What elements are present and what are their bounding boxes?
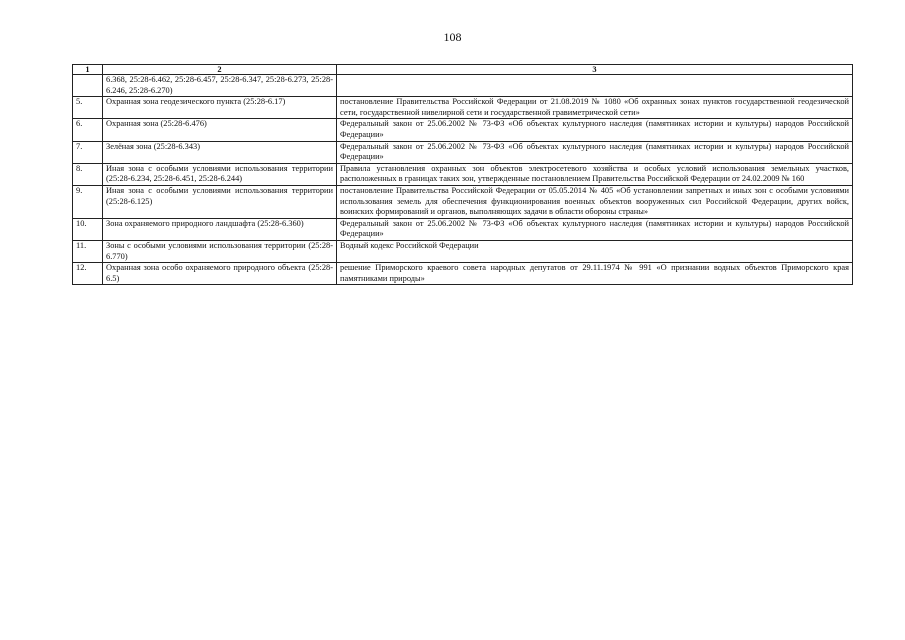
row-number: 6. (73, 119, 103, 141)
document-cell: Водный кодекс Российской Федерации (337, 240, 853, 262)
zone-cell: Иная зона с особыми условиями использования территории (25:28-6.234, 25:28-6.451, 25:28-6.244) (103, 163, 337, 185)
table-row (73, 163, 853, 185)
page-number: 108 (443, 30, 462, 44)
zones-table (72, 64, 853, 285)
table-row (73, 97, 853, 119)
row-number: 7. (73, 141, 103, 163)
document-cell: Федеральный закон от 25.06.2002 № 73-ФЗ «Об объектах культурного наследия (памятниках истории и культуры) народов Российской Федерации» (337, 119, 853, 141)
table-row (73, 75, 853, 97)
document-cell: постановление Правительства Российской Федерации от 05.05.2014 № 405 «Об установлении запретных и иных зон с особыми условиями использования земель для обеспечения функционирования военных объектов вооруженных сил Российской Федерации, других войск, воинских формирований и органов, выполняющих задачи в области обороны страны» (337, 185, 853, 218)
zone-cell: Охранная зона особо охраняемого природного объекта (25:28-6.5) (103, 263, 337, 285)
row-number: 11. (73, 240, 103, 262)
document-cell: решение Приморского краевого совета народных депутатов от 29.11.1974 № 991 «О признании водных объектов Приморского края памятниками природы» (337, 263, 853, 285)
table-header-row (73, 65, 853, 75)
column-header: 2 (103, 65, 337, 75)
row-number: 10. (73, 218, 103, 240)
document-cell (337, 75, 853, 97)
table-row (73, 141, 853, 163)
document-cell: Правила установления охранных зон объектов электросетевого хозяйства и особых условий использования земельных участков, расположенных в границах таких зон, утвержденные постановлением Правительства Российской Федерации от 24.02.2009 № 160 (337, 163, 853, 185)
row-number: 5. (73, 97, 103, 119)
document-cell: постановление Правительства Российской Федерации от 21.08.2019 № 1080 «Об охранных зонах пунктов государственной геодезической сети, государственной нивелирной сети и государственной гравиметрической сети» (337, 97, 853, 119)
row-number: 9. (73, 185, 103, 218)
zone-cell: 6.368, 25:28-6.462, 25:28-6.457, 25:28-6.347, 25:28-6.273, 25:28-6.246, 25:28-6.270) (103, 75, 337, 97)
document-cell: Федеральный закон от 25.06.2002 № 73-ФЗ «Об объектах культурного наследия (памятниках истории и культуры) народов Российской Федерации» (337, 218, 853, 240)
zone-cell: Охранная зона геодезического пункта (25:28-6.17) (103, 97, 337, 119)
document-cell: Федеральный закон от 25.06.2002 № 73-ФЗ «Об объектах культурного наследия (памятниках истории и культуры) народов Российской Федерации» (337, 141, 853, 163)
table-row (73, 218, 853, 240)
table-row (73, 240, 853, 262)
zone-cell: Иная зона с особыми условиями использования территории (25:28-6.125) (103, 185, 337, 218)
zone-cell: Зоны с особыми условиями использования территории (25:28-6.770) (103, 240, 337, 262)
table-row (73, 185, 853, 218)
row-number (73, 75, 103, 97)
zone-cell: Зона охраняемого природного ландшафта (25:28-6.360) (103, 218, 337, 240)
column-header: 1 (73, 65, 103, 75)
zone-cell: Охранная зона (25:28-6.476) (103, 119, 337, 141)
table-row (73, 119, 853, 141)
row-number: 12. (73, 263, 103, 285)
zone-cell: Зелёная зона (25:28-6.343) (103, 141, 337, 163)
row-number: 8. (73, 163, 103, 185)
column-header: 3 (337, 65, 853, 75)
table-row (73, 263, 853, 285)
